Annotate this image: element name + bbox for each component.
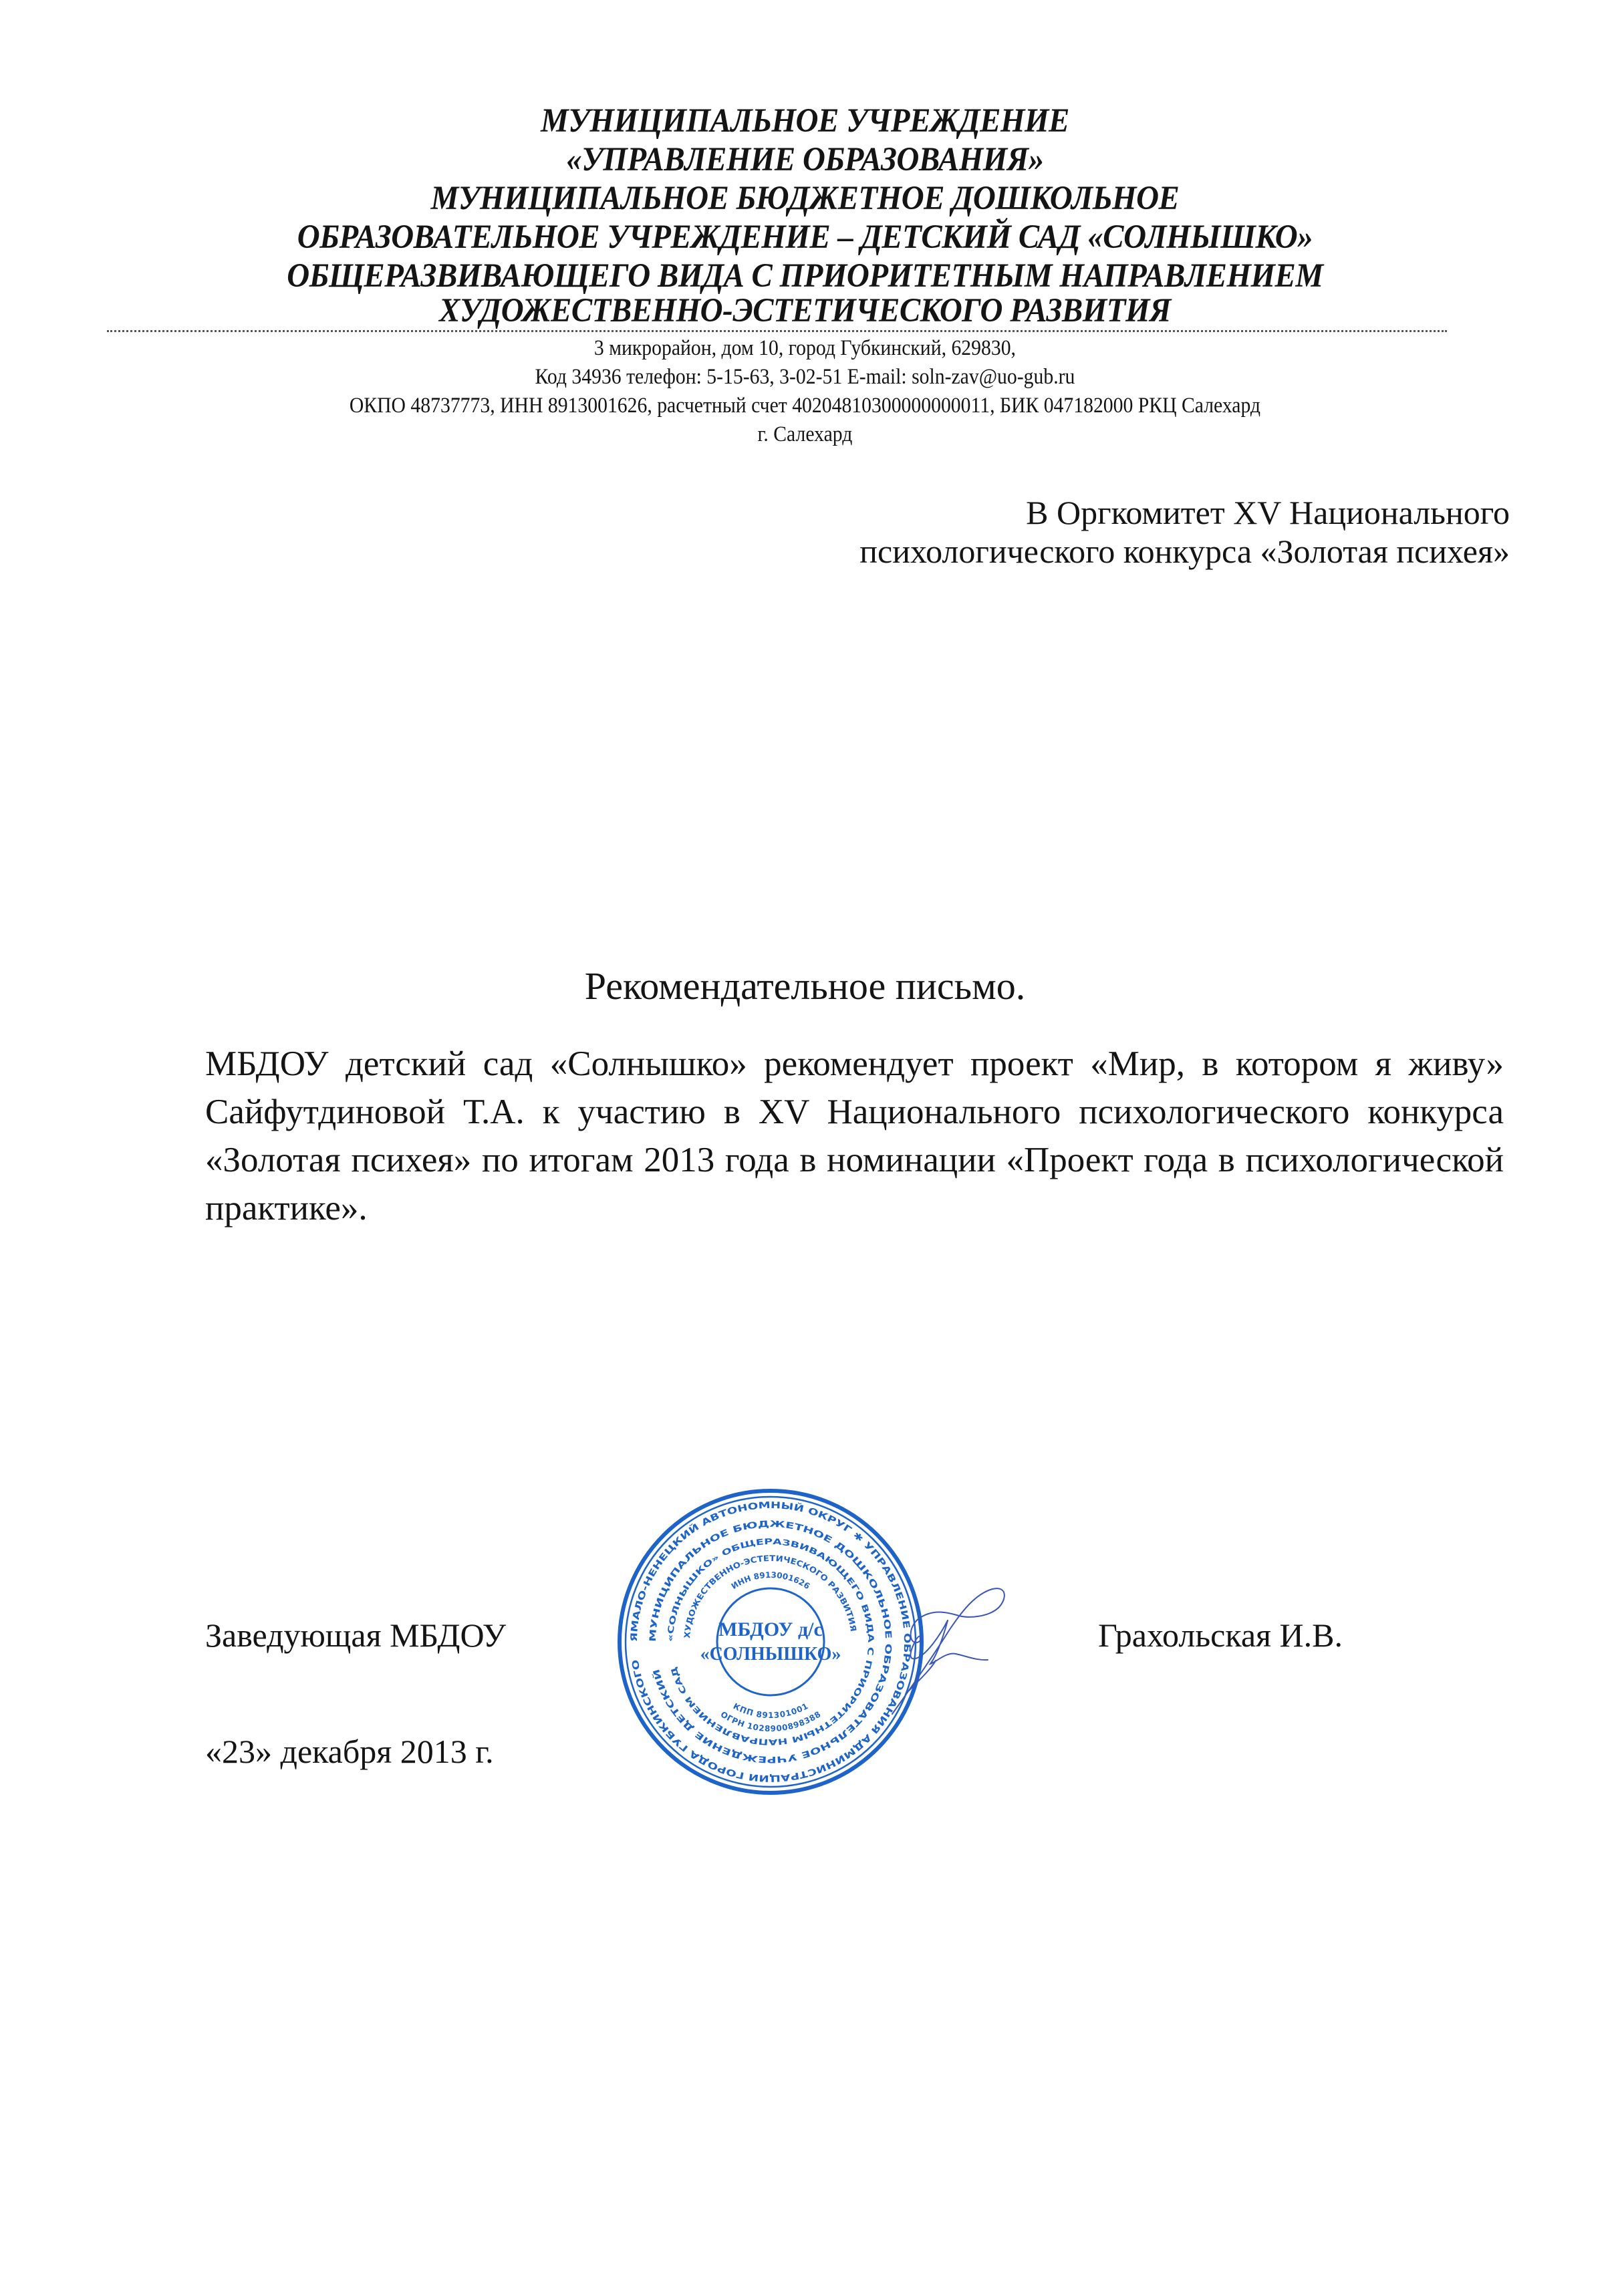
header-line: МУНИЦИПАЛЬНОЕ УЧРЕЖДЕНИЕ: [541, 102, 1069, 140]
bank-details-line: ОКПО 48737773, ИНН 8913001626, расчетный счет 40204810300000000011, БИК 047182000 РКЦ Салехард: [349, 394, 1261, 418]
body-line: практике».: [205, 1189, 368, 1228]
letter-date: «23» декабря 2013 г.: [205, 1733, 494, 1770]
recipient-line: В Оргкомитет XV Национального: [1026, 494, 1510, 531]
seal-ring3-text: «СОЛНЫШКО» ОБЩЕРАЗВИВАЮЩЕГО ВИДА С ПРИОРИТЕТНЫМ НАПРАВЛЕНИЕМ САД: [665, 1536, 876, 1747]
body-line: Сайфутдиновой Т.А. к участию в XV Национального психологического конкурса: [205, 1093, 1504, 1131]
seal-ogrn-text: ОГРН 1028900898388: [718, 1709, 823, 1734]
signer-name: Грахольская И.В.: [1098, 1616, 1343, 1654]
recipient-line: психологического конкурса «Золотая психея»: [859, 533, 1510, 570]
seal-outer-text: ЯМАЛО-НЕНЕЦКИЙ АВТОНОМНЫЙ ОКРУГ ✱ УПРАВЛЕНИЕ ОБРАЗОВАНИЯ АДМИНИСТРАЦИИ ГОРОДА ГУБКИНСКОГО: [628, 1499, 913, 1784]
letter-title: Рекомендательное письмо.: [584, 964, 1026, 1008]
header-line: «УПРАВЛЕНИЕ ОБРАЗОВАНИЯ»: [566, 141, 1044, 178]
letter-body: [205, 1040, 1504, 1232]
seal-inn-text: ИНН 8913001626: [729, 1570, 812, 1592]
seal-center-line2: «СОЛНЫШКО»: [700, 1644, 841, 1665]
body-line: «Золотая психея» по итогам 2013 года в номинации «Проект года в психологической: [205, 1141, 1504, 1179]
seal-ring-text: [732, 1701, 810, 1720]
seal-inner-ring: [717, 1588, 824, 1695]
signer-position: Заведующая МБДОУ: [205, 1616, 507, 1654]
seal-center-line1: МБДОУ д/с: [718, 1618, 823, 1640]
header-line: МУНИЦИПАЛЬНОЕ БЮДЖЕТНОЕ ДОШКОЛЬНОЕ: [430, 180, 1180, 217]
contact-line: Код 34936 телефон: 5-15-63, 3-02-51 E-mail: soln-zav@uo-gub.ru: [535, 365, 1075, 389]
seal-ring4-text: ХУДОЖЕСТВЕННО-ЭСТЕТИЧЕСКОГО РАЗВИТИЯ: [682, 1553, 858, 1639]
header-line: ОБЩЕРАЗВИВАЮЩЕГО ВИДА С ПРИОРИТЕТНЫМ НАПРАВЛЕНИЕМ: [287, 257, 1323, 295]
city-line: г. Салехард: [757, 422, 853, 446]
header-divider: [107, 330, 1447, 332]
seal-ring2-text: МУНИЦИПАЛЬНОЕ БЮДЖЕТНОЕ ДОШКОЛЬНОЕ ОБРАЗОВАТЕЛЬНОЕ УЧРЕЖДЕНИЕ ДЕТСКИЙ: [648, 1519, 894, 1765]
body-line: МБДОУ детский сад «Солнышко» рекомендует проект «Мир, в котором я живу»: [205, 1044, 1504, 1083]
address-line: 3 микрорайон, дом 10, город Губкинский, 629830,: [593, 336, 1016, 360]
recipient-block: [859, 493, 1510, 571]
header-line: ОБРАЗОВАТЕЛЬНОЕ УЧРЕЖДЕНИЕ – ДЕТСКИЙ САД «СОЛНЫШКО»: [297, 219, 1313, 256]
header-line: ХУДОЖЕСТВЕННО-ЭСТЕТИЧЕСКОГО РАЗВИТИЯ: [439, 292, 1171, 329]
seal-kpp-text: КПП 891301001: [731, 1701, 810, 1721]
handwritten-signature: [869, 1557, 1043, 1731]
